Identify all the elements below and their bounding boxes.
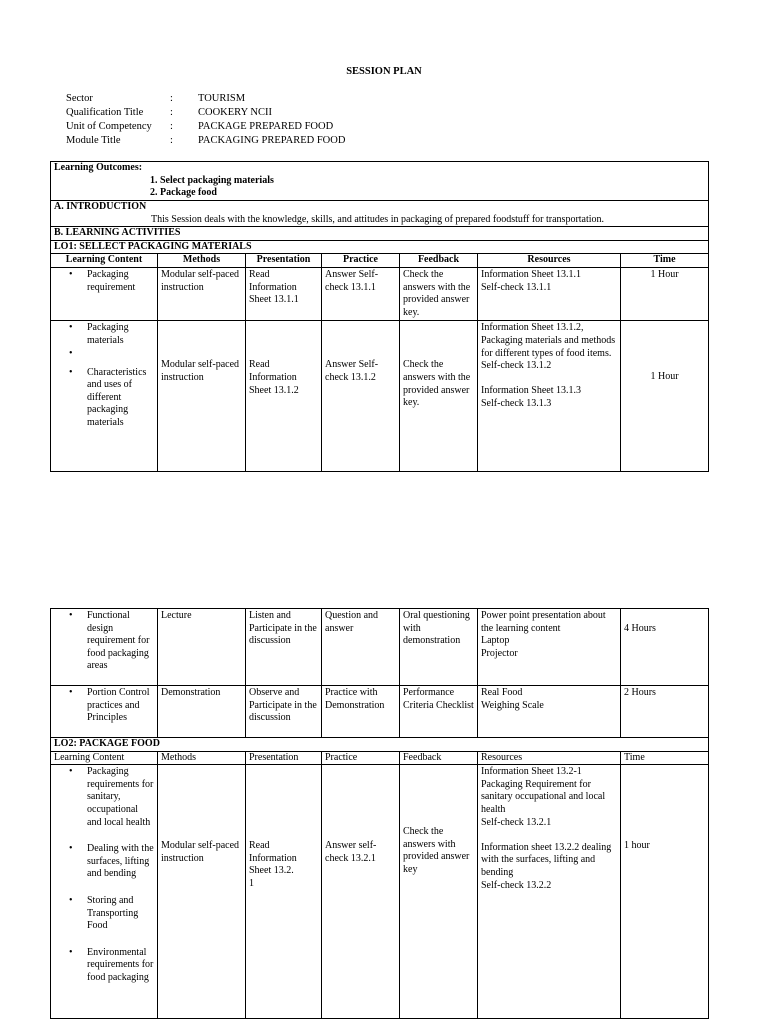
activities-row — [51, 227, 709, 241]
resources-cell: Real Food Weighing Scale — [478, 686, 621, 738]
introduction-row — [51, 201, 709, 227]
time-cell: 4 Hours — [621, 609, 709, 686]
meta-label: Module Title — [66, 135, 121, 146]
time-cell: 1 Hour — [621, 267, 709, 320]
time-cell: 1 Hour — [621, 321, 709, 472]
col-header-learning-content: Learning Content — [51, 751, 158, 765]
table-row — [51, 686, 709, 738]
spacer — [87, 348, 154, 362]
practice-cell: Question and answer — [322, 609, 400, 686]
resources-cell: Information Sheet 13.1.1 Self-check 13.1.1 — [478, 267, 621, 320]
col-header-resources: Resources — [478, 751, 621, 765]
learning-content-item: • Storing and Transporting Food — [87, 895, 154, 933]
presentation-cell: Listen and Participate in the discussion — [246, 609, 322, 686]
resources-cell: Information Sheet 13.1.2, Packaging materials and methods for different types of food items. Self-check 13.1.2 Information Sheet 13.1.3 Self-check 13.1.3 — [478, 321, 621, 472]
presentation-cell: Read Information Sheet 13.1.1 — [246, 267, 322, 320]
introduction-heading: A. INTRODUCTION — [54, 201, 147, 212]
feedback-cell: Performance Criteria Checklist — [400, 686, 478, 738]
methods-cell: Lecture — [158, 609, 246, 686]
meta-label: Unit of Competency — [66, 121, 152, 132]
meta-value: TOURISM — [198, 93, 246, 104]
learning-outcomes-list — [54, 175, 705, 200]
meta-label: Sector — [66, 93, 93, 104]
presentation-cell: Read Information Sheet 13.1.2 — [246, 321, 322, 472]
methods-cell: Demonstration — [158, 686, 246, 738]
methods-cell: Modular self-paced instruction — [158, 321, 246, 472]
meta-sep: : — [170, 107, 173, 118]
col-header-methods: Methods — [158, 254, 246, 268]
methods-cell: Modular self-paced instruction — [158, 267, 246, 320]
table-row — [51, 267, 709, 320]
feedback-cell: Check the answers with the provided answer key. — [400, 267, 478, 320]
meta-value: PACKAGE PREPARED FOOD — [198, 121, 334, 132]
meta-row-unit — [66, 121, 345, 135]
lo2-heading: LO2: PACKAGE FOOD — [51, 738, 709, 752]
col-header-learning-content: Learning Content — [51, 254, 158, 268]
table-row — [51, 609, 709, 686]
learning-content-item: • Environmental requirements for food packaging — [87, 947, 154, 985]
meta-value: COOKERY NCII — [198, 107, 272, 118]
learning-content-item: • Packaging materials — [87, 322, 154, 347]
column-header-row — [51, 751, 709, 765]
practice-cell: Answer Self-check 13.1.2 — [322, 321, 400, 472]
learning-outcomes-row — [51, 162, 709, 201]
session-table-page2 — [50, 608, 709, 1019]
col-header-presentation: Presentation — [246, 254, 322, 268]
resources-cell: Information Sheet 13.2-1 Packaging Requirement for sanitary occupational and local health Self-check 13.2.1 Information sheet 13.2.2 dealing with the surfaces, lifting and bending Self-check 13.2.2 — [478, 765, 621, 1019]
learning-content-item: • Packaging requirements for sanitary, occupational and local health — [87, 766, 154, 829]
page-title: SESSION PLAN — [346, 66, 422, 77]
learning-content-item: • Functional design requirement for food packaging areas — [87, 610, 154, 673]
meta-row-qualification — [66, 107, 345, 121]
meta-info — [66, 93, 345, 149]
table-row — [51, 321, 709, 472]
meta-value: PACKAGING PREPARED FOOD — [198, 135, 346, 146]
feedback-cell: Oral questioning with demonstration — [400, 609, 478, 686]
column-header-row — [51, 254, 709, 268]
meta-sep: : — [170, 135, 173, 146]
presentation-cell: Observe and Participate in the discussion — [246, 686, 322, 738]
methods-cell: Modular self-paced instruction — [158, 765, 246, 1019]
col-header-practice: Practice — [322, 751, 400, 765]
practice-cell: Answer self-check 13.2.1 — [322, 765, 400, 1019]
time-cell: 2 Hours — [621, 686, 709, 738]
learning-outcome-item: 1. Select packaging materials — [150, 174, 274, 186]
resources-cell: Power point presentation about the learning content Laptop Projector — [478, 609, 621, 686]
col-header-feedback: Feedback — [400, 254, 478, 268]
lo1-row — [51, 240, 709, 254]
practice-cell: Practice with Demonstration — [322, 686, 400, 738]
learning-outcomes-label: Learning Outcomes: — [54, 162, 143, 173]
feedback-cell: Check the answers with the provided answer key. — [400, 321, 478, 472]
table-row — [51, 765, 709, 1019]
col-header-methods: Methods — [158, 751, 246, 765]
practice-cell: Answer Self-check 13.1.1 — [322, 267, 400, 320]
learning-content-item: • Portion Control practices and Principles — [87, 687, 154, 725]
lo1-heading: LO1: SELLECT PACKAGING MATERIALS — [51, 240, 709, 254]
col-header-resources: Resources — [478, 254, 621, 268]
meta-row-module — [66, 135, 345, 149]
learning-content-item: • Characteristics and uses of different packaging materials — [87, 367, 154, 430]
feedback-cell: Check the answers with provided answer key — [400, 765, 478, 1019]
meta-row-sector — [66, 93, 345, 107]
meta-sep: : — [170, 93, 173, 104]
col-header-practice: Practice — [322, 254, 400, 268]
learning-content-item: • Packaging requirement — [87, 269, 154, 294]
col-header-time: Time — [621, 751, 709, 765]
learning-content-item: • Dealing with the surfaces, lifting and bending — [87, 843, 154, 881]
col-header-feedback: Feedback — [400, 751, 478, 765]
learning-outcome-item: 2. Package food — [150, 187, 217, 199]
col-header-time: Time — [621, 254, 709, 268]
session-table-page1 — [50, 161, 709, 472]
activities-heading: B. LEARNING ACTIVITIES — [51, 227, 709, 241]
col-header-presentation: Presentation — [246, 751, 322, 765]
meta-sep: : — [170, 121, 173, 132]
lo2-row — [51, 738, 709, 752]
meta-label: Qualification Title — [66, 107, 144, 118]
introduction-text: This Session deals with the knowledge, skills, and attitudes in packaging of prepared foodstuff for transportation. — [151, 213, 605, 225]
time-cell: 1 hour — [621, 765, 709, 1019]
presentation-cell: Read Information Sheet 13.2. 1 — [246, 765, 322, 1019]
